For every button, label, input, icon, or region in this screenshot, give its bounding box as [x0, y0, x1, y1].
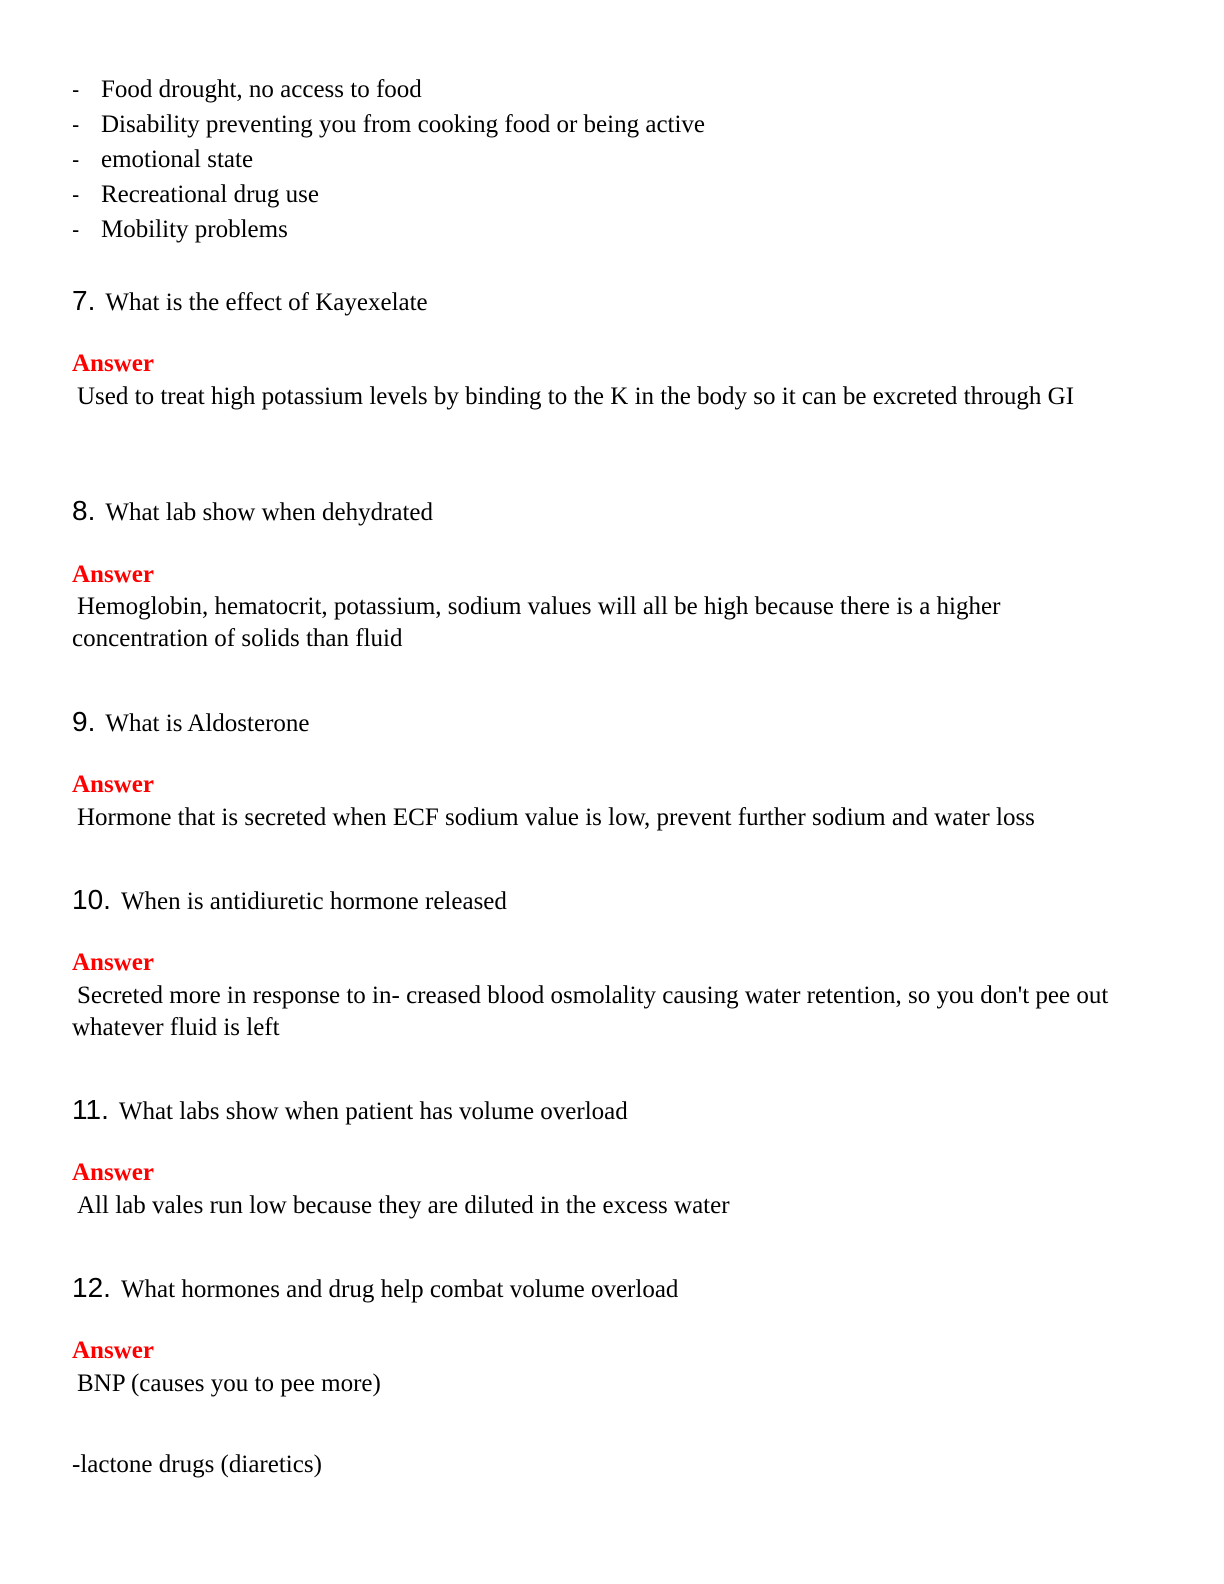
- answer-label: Answer: [72, 949, 154, 976]
- list-item: [72, 212, 1152, 247]
- bullet-marker: -: [72, 77, 80, 102]
- list-item: [72, 177, 1152, 212]
- answer-label: Answer: [72, 1159, 154, 1186]
- bullet-list: [72, 72, 1152, 247]
- answer-text: [72, 802, 1142, 834]
- question-text: What labs show when patient has volume overload: [118, 1098, 628, 1125]
- answer-label: Answer: [72, 561, 154, 588]
- answer-label: Answer: [72, 771, 154, 798]
- question-number: 8.: [72, 495, 96, 526]
- answer-body: Hemoglobin, hematocrit, potassium, sodium values will all be high because there is a higher concentration of solids than fluid: [72, 593, 1001, 652]
- answer-extra-line: -lactone drugs (diaretics): [72, 1451, 322, 1478]
- question-11: [72, 1093, 1152, 1129]
- question-7: [72, 284, 1152, 320]
- answer-text: [72, 980, 1142, 1044]
- answer-body: Secreted more in response to in- creased blood osmolality causing water retention, so you don't pee out whatever fluid is left: [72, 982, 1109, 1041]
- bullet-text: Mobility problems: [101, 216, 288, 243]
- question-number: 12.: [72, 1272, 111, 1303]
- question-number: 7.: [72, 285, 96, 316]
- answer-body: Used to treat high potassium levels by binding to the K in the body so it can be excreted through GI: [77, 383, 1075, 410]
- question-number: 9.: [72, 706, 96, 737]
- question-10: [72, 883, 1152, 919]
- question-text: What lab show when dehydrated: [105, 499, 434, 526]
- question-number: 11.: [72, 1094, 109, 1125]
- bullet-marker: -: [72, 217, 80, 242]
- list-item: [72, 72, 1152, 107]
- list-item: [72, 107, 1152, 142]
- answer-body: All lab vales run low because they are diluted in the excess water: [77, 1192, 730, 1219]
- bullet-marker: -: [72, 182, 80, 207]
- question-text: What is Aldosterone: [105, 710, 310, 737]
- question-12: [72, 1271, 1152, 1307]
- question-text: What is the effect of Kayexelate: [105, 289, 428, 316]
- answer-text: [72, 1368, 1142, 1400]
- answer-label: Answer: [72, 350, 154, 377]
- bullet-text: Food drought, no access to food: [101, 76, 422, 103]
- list-item: [72, 142, 1152, 177]
- bullet-text: Recreational drug use: [101, 181, 319, 208]
- question-8: [72, 494, 1152, 530]
- answer-label: Answer: [72, 1337, 154, 1364]
- bullet-text: Disability preventing you from cooking food or being active: [101, 111, 706, 138]
- answer-text: [72, 381, 1142, 413]
- question-text: What hormones and drug help combat volume overload: [120, 1276, 679, 1303]
- bullet-text: emotional state: [101, 146, 254, 173]
- bullet-marker: -: [72, 112, 80, 137]
- answer-text: [72, 591, 1142, 655]
- bullet-marker: -: [72, 147, 80, 172]
- answer-body: BNP (causes you to pee more): [77, 1370, 381, 1397]
- question-text: When is antidiuretic hormone released: [120, 888, 507, 915]
- question-9: [72, 705, 1152, 741]
- question-number: 10.: [72, 884, 111, 915]
- answer-text: [72, 1190, 1142, 1222]
- answer-body: Hormone that is secreted when ECF sodium value is low, prevent further sodium and water loss: [77, 804, 1035, 831]
